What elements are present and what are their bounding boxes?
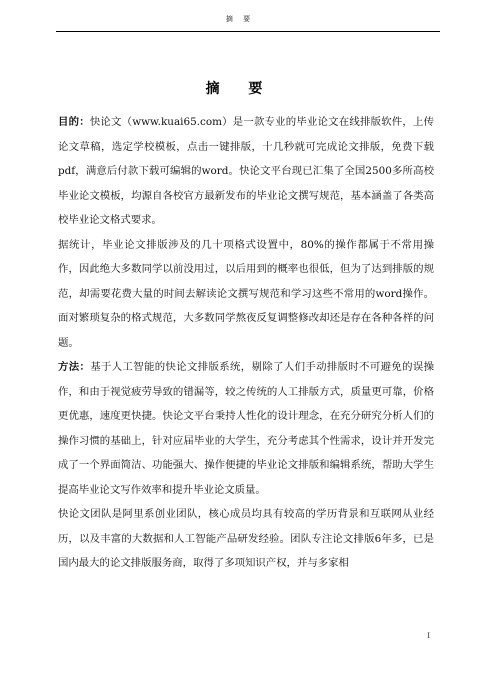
page-title: 摘 要 [205,81,275,97]
page-number: I [427,632,430,640]
abstract-body [58,110,434,576]
paragraph-text: 快论文（www.kuai65.com）是一款专业的毕业论文在线排版软件，上传论文草稿，选定学校模板，点击一键排版，十几秒就可完成论文排版，免费下载pdf，满意后付款下载可编辑的word。快论文平台现已汇集了全国2500多所高校毕业论文模板，均源自各校官方最新发布的毕业论文撰写规范，基本涵盖了各类高校毕业论文格式要求。 [58,116,434,226]
paragraph-label: 方法： [58,361,91,373]
paragraph-method [58,355,434,502]
paragraph-statistics [58,233,434,356]
running-header: 摘 要 [225,15,255,23]
paragraph-team [58,502,434,576]
paragraph-purpose [58,110,434,233]
paragraph-text: 基于人工智能的快论文排版系统，剔除了人们手动排版时不可避免的误操作，和由于视觉疲劳导致的错漏等，较之传统的人工排版方式，质量更可靠，价格更优惠，速度更快捷。快论文平台秉持人性化的设计理念，在充分研究分析人们的操作习惯的基础上，针对应届毕业的大学生，充分考虑其个性需求，设计并开发完成了一个界面简洁、功能强大、操作便捷的毕业论文排版和编辑系统，帮助大学生提高毕业论文写作效率和提升毕业论文质量。 [58,361,435,496]
paragraph-text: 据统计，毕业论文排版涉及的几十项格式设置中，80%的操作都属于不常用操作，因此绝大多数同学以前没用过，以后用到的概率也很低，但为了达到排版的规范，却需要花费大量的时间去解读论文撰写规范和学习这些不常用的word操作。面对繁琐复杂的格式规范，大多数同学熬夜反复调整修改却还是存在各种各样的问题。 [58,238,434,349]
paragraph-text: 快论文团队是阿里系创业团队，核心成员均具有较高的学历背景和互联网从业经历，以及丰富的大数据和人工智能产品研发经验。团队专注论文排版6年多，已是国内最大的论文排版服务商，取得了多项知识产权，并与多家相 [58,508,434,569]
header-rule [56,31,440,32]
paragraph-label: 目的： [58,116,90,128]
